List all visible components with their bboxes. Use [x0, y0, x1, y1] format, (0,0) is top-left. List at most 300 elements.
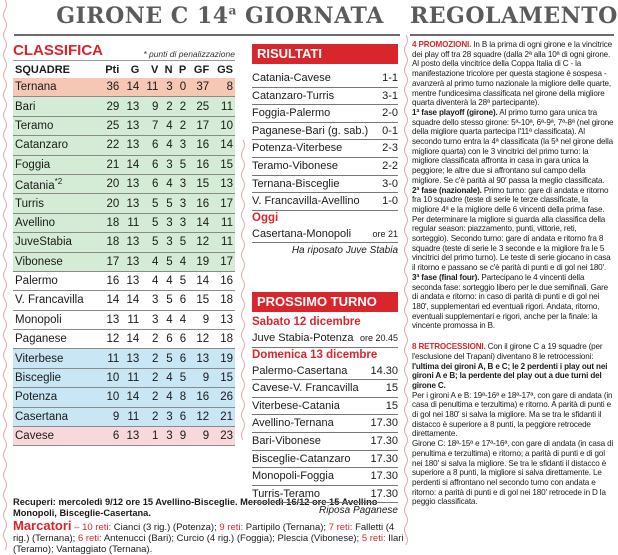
regolamento-title: REGOLAMENTO: [410, 3, 618, 29]
team-name: [13, 116, 100, 135]
match-score: 1-0: [382, 195, 398, 208]
team-label: Viterbese: [15, 352, 64, 365]
match-score: 2-3: [382, 142, 398, 155]
stat-cell: 2: [141, 330, 160, 349]
goals-label: 6 reti:: [77, 533, 102, 544]
stat-cell: 4: [160, 271, 174, 290]
stat-cell: 21: [100, 155, 122, 174]
stat-cell: 3: [160, 233, 174, 252]
fase2-paragraph: [412, 186, 614, 273]
column-header: Pti: [105, 63, 120, 76]
stat-cell: 9: [188, 427, 211, 446]
team-name: [13, 349, 100, 368]
scorers-text: Antenucci (Bari); Curcio (4 rig.) (Foggia); Plescia (Vibonese);: [101, 533, 362, 544]
stat-cell: 5: [160, 291, 174, 310]
prossimo-turno-section: [252, 292, 398, 518]
team-name: [13, 233, 100, 252]
retrocessioni-heading: 8 RETROCESSIONI.: [412, 342, 486, 352]
stat-cell: 3: [141, 291, 160, 310]
stat-cell: 3: [160, 78, 174, 97]
team-label: Monopoli: [15, 313, 62, 326]
fixture-row: [252, 415, 398, 433]
stat-cell: 17: [211, 252, 235, 271]
stat-cell: 25: [188, 97, 211, 116]
stat-cell: 10: [100, 368, 122, 387]
standings-header-row: [13, 61, 235, 78]
stat-cell: 5: [160, 349, 174, 368]
standings-table: [13, 61, 235, 446]
fixture-name: Avellino-Ternana: [252, 417, 334, 430]
stat-cell: 9: [100, 407, 122, 426]
stat-cell: 13: [121, 271, 141, 290]
stat-cell: 16: [188, 136, 211, 155]
stat-cell: 17: [188, 116, 211, 135]
stat-cell: 13: [121, 427, 141, 446]
column-header: GS: [217, 63, 233, 76]
match-score: 3-1: [382, 89, 398, 102]
team-label: Teramo: [15, 119, 54, 132]
stat-cell: 4: [160, 174, 174, 193]
stat-cell: 4: [160, 116, 174, 135]
stat-cell: 8: [175, 388, 189, 407]
standings-row: [13, 252, 235, 271]
retrocessioni-text: Con il girone C a 19 squadre (per l'esclusione del Trapani) diventano 8 le retrocessioni:: [412, 342, 603, 361]
team-name: [13, 407, 100, 426]
stat-cell: 19: [188, 252, 211, 271]
standings-row: [13, 136, 235, 155]
classifica-section: [13, 42, 235, 446]
goals-label: 5 reti:: [361, 533, 386, 544]
scorers-text: Partipilo (Ternana);: [243, 522, 329, 533]
penalty-marker: *2: [54, 176, 63, 186]
standings-body: [13, 78, 235, 446]
stat-cell: 5: [175, 368, 189, 387]
standings-row: [13, 368, 235, 387]
team-label: Foggia: [15, 158, 51, 171]
stat-cell: 4: [160, 368, 174, 387]
stat-cell: 7: [141, 116, 160, 135]
match-score: 1-1: [382, 72, 398, 84]
team-label: Paganese: [15, 333, 67, 346]
team-label: Bisceglie: [15, 372, 62, 385]
standings-row: [13, 271, 235, 290]
promozioni-text: In B la prima di ogni girone e la vincitrice dei play off tra 28 squadre (dalla 2ª alla 10ª di ogni girone. Al posto della vincitrice della Coppa Italia di C - la manifestazione tricolore per questa stagione è sospesa - avanzerà al primo turno nazionale la migliore delle quarte, mentre l'undicesima classificata nel girone della migliore quarta diventerà la 28ª partecipante).: [412, 40, 613, 108]
rest-note: Ha riposato Juve Stabia: [291, 245, 398, 257]
stat-cell: 5: [175, 271, 189, 290]
standings-row: [13, 78, 235, 97]
stat-cell: 6: [160, 330, 174, 349]
stat-cell: 22: [100, 136, 122, 155]
fixture-time: 17.30: [370, 434, 398, 447]
fixture-row: [252, 433, 398, 451]
stat-cell: 2: [141, 407, 160, 426]
stat-cell: 6: [175, 349, 189, 368]
day2-fixtures: [252, 363, 398, 504]
fase1-heading: 1ª fase playoff (girone).: [412, 107, 498, 117]
stat-cell: 18: [100, 233, 122, 252]
fase2-text: Primo turno: gare di andata e ritorno fra 10 squadre (teste di serie le terze classificate, la migliore 4ª e la migliore delle 6 vincenti della prima fase. Per determinare la migliore si guarda alla classifica della regular season: piazzamento, punti, vittorie, reti, sorteggio). Secondo turno: gare di andata e ritorno fra 8 squadre (teste di serie le 3 seconde e la migliore fra le 5 vincitrici del primo turno). Le teste di serie giocano in casa il ritorno e passano se c'è parità di punti e di gol nei 180'.: [412, 185, 611, 273]
title-text-end: GIORNATA: [236, 3, 384, 29]
fixture-time: 14.30: [370, 364, 398, 377]
stat-cell: 11: [121, 213, 141, 232]
scorers-text: Cianci (3 rig.) (Potenza);: [111, 522, 220, 533]
stat-cell: 2: [175, 97, 189, 116]
stat-cell: 13: [211, 310, 235, 329]
team-label: Potenza: [15, 391, 58, 404]
stat-cell: 12: [100, 330, 122, 349]
stat-cell: 16: [188, 194, 211, 213]
stat-cell: 21: [211, 407, 235, 426]
stat-cell: 13: [121, 116, 141, 135]
stat-cell: 15: [211, 368, 235, 387]
stat-cell: 11: [121, 407, 141, 426]
fixture-row: [252, 451, 398, 469]
stat-cell: 29: [100, 97, 122, 116]
stat-cell: 2: [175, 116, 189, 135]
fase3-text: Partecipano le 4 vincenti della seconda fase: sorteggio libero per le due semifinali. Gare di andata e ritorno: in caso di parità di punti e di gol nei 180', supplementari ed eventuali rigori. Andata, ritorno, eventuali supplementari e rigori, anche per la finale: la vincente promossa in B.: [412, 272, 609, 331]
stat-cell: 13: [121, 349, 141, 368]
scorers-text: Falletti (4 rig.) (Ternana);: [13, 522, 395, 544]
match-score: 3-0: [382, 177, 398, 190]
stat-cell: 14: [188, 213, 211, 232]
stat-cell: 16: [188, 155, 211, 174]
team-label: JuveStabia: [15, 236, 72, 249]
goals-label: 9 reti:: [219, 522, 244, 533]
fixture-row: [252, 363, 398, 381]
match-score: 2-0: [382, 107, 398, 120]
stat-cell: 3: [175, 174, 189, 193]
stat-cell: 17: [211, 194, 235, 213]
standings-row: [13, 427, 235, 446]
team-label: Vibonese: [15, 255, 63, 268]
fixture-time: 15: [385, 382, 398, 395]
left-wavy-border: [2, 0, 8, 550]
match-name: Catania-Cavese: [252, 72, 331, 84]
match-name: Potenza-Viterbese: [252, 142, 343, 155]
team-name: [13, 330, 100, 349]
standings-row: [13, 349, 235, 368]
stat-cell: 25: [100, 116, 122, 135]
team-name: [13, 174, 100, 193]
middle-wavy-border: [240, 140, 246, 440]
stat-cell: 10: [100, 388, 122, 407]
stat-cell: 11: [211, 213, 235, 232]
retrocessioni-bold: l'ultima dei gironi A, B e C; le 2 perdenti i play out nei gironi A e B; la perdente del play out a due turni del girone C.: [412, 361, 608, 390]
stat-cell: 12: [188, 233, 211, 252]
stat-cell: 11: [211, 233, 235, 252]
regolamento-text: [412, 40, 614, 507]
standings-row: [13, 97, 235, 116]
stat-cell: 14: [188, 271, 211, 290]
column-header: GF: [193, 63, 210, 76]
stat-cell: 13: [121, 174, 141, 193]
page-title: [40, 3, 400, 29]
team-name: [13, 155, 100, 174]
stat-cell: 16: [100, 271, 122, 290]
today-label: Oggi: [252, 211, 279, 224]
title-superscript: a: [228, 3, 237, 18]
risultati-banner: RISULTATI: [252, 44, 398, 64]
stat-cell: 5: [160, 252, 174, 271]
day1-label: Sabato 12 dicembre: [252, 316, 361, 328]
standings-row: [13, 174, 235, 193]
classifica-header: [13, 42, 235, 61]
team-name: [13, 213, 100, 232]
stat-cell: 12: [188, 330, 211, 349]
next-rest-note: Riposa Paganese: [319, 505, 398, 517]
column-header: V: [151, 63, 159, 76]
stat-cell: 5: [175, 233, 189, 252]
stat-cell: 5: [160, 194, 174, 213]
risultati-section: [252, 44, 398, 258]
standings-row: [13, 407, 235, 426]
stat-cell: 14: [121, 78, 141, 97]
stat-cell: 3: [160, 155, 174, 174]
standings-row: [13, 213, 235, 232]
team-name: [13, 388, 100, 407]
stat-cell: 13: [100, 310, 122, 329]
stat-cell: 6: [141, 174, 160, 193]
result-row: [252, 105, 398, 123]
stat-cell: 4: [160, 388, 174, 407]
day2-label: Domenica 13 dicembre: [252, 348, 378, 361]
result-row: [252, 176, 398, 194]
stat-cell: 0: [175, 78, 189, 97]
fixture-time: ore 20.45: [359, 333, 398, 343]
stat-cell: 18: [100, 213, 122, 232]
stat-cell: 2: [141, 388, 160, 407]
team-label: Casertana: [15, 410, 69, 423]
stat-cell: 4: [141, 252, 160, 271]
stat-cell: 13: [121, 233, 141, 252]
stat-cell: 4: [160, 310, 174, 329]
column-header: SQUADRE: [15, 63, 71, 76]
standings-row: [13, 233, 235, 252]
stat-cell: 14: [121, 388, 141, 407]
stat-cell: 20: [100, 194, 122, 213]
stat-cell: 17: [100, 252, 122, 271]
result-row: [252, 70, 398, 88]
stat-cell: 2: [160, 97, 174, 116]
stat-cell: 13: [121, 136, 141, 155]
fixture-row: [252, 398, 398, 416]
standings-row: [13, 116, 235, 135]
stat-cell: 6: [141, 155, 160, 174]
stat-cell: 37: [188, 78, 211, 97]
penalty-note: * punti di penalizzazione: [143, 49, 235, 59]
gironi-ab-paragraph: Per i gironi A e B: 19ª-16ª e 18ª-17ª, con gare di andata (in casa di penultima e terzultima) e ritorno. A parità di punti e di gol nei 180' si salva la migliore. Ma se tra le sfidanti il distacco è superiore a 8 punti, la peggiore retrocede direttamente.: [412, 390, 613, 439]
fase1-text: Al primo turno gara unica tra squadre dello stesso girone: 5ª-10ª, 6ª-9ª, 7ª-8ª (nel girone della migliore quarta partecipa l'11ª classificata). Al secondo turno entra la 4ª classificata (la 5ª nel girone della migliore quarta) con le 3 vincitrici del primo turno: la migliore classificata affronta in casa in gara unica la peggiore; le altre due si affrontano sul campo della migliore. Se c'è parità al 90' passa la meglio classificata.: [412, 107, 614, 185]
marcatori-dash: –: [71, 522, 83, 533]
fixture-name: Viterbese-Catania: [252, 399, 340, 412]
stat-cell: 23: [211, 427, 235, 446]
retrocessioni-paragraph: [412, 342, 614, 391]
stat-cell: 3: [141, 310, 160, 329]
prossimo-banner: PROSSIMO TURNO: [252, 292, 398, 312]
fixture-name: Cavese-V. Francavilla: [252, 382, 359, 395]
stat-cell: 5: [141, 194, 160, 213]
stat-cell: 14: [121, 330, 141, 349]
stat-cell: 6: [175, 407, 189, 426]
stat-cell: 4: [175, 310, 189, 329]
stat-cell: 3: [175, 194, 189, 213]
fase2-heading: 2ª fase (nazionale).: [412, 185, 482, 195]
stat-cell: 4: [141, 271, 160, 290]
fixture-row: [252, 380, 398, 398]
team-label: Catania: [15, 179, 55, 192]
fixture-time: 17.30: [370, 452, 398, 465]
result-row: [252, 88, 398, 106]
column-header: N: [164, 63, 173, 76]
team-name: [13, 368, 100, 387]
stat-cell: 14: [121, 155, 141, 174]
stat-cell: 3: [160, 427, 174, 446]
stat-cell: 15: [188, 291, 211, 310]
promozioni-paragraph: [412, 40, 614, 108]
team-name: [13, 310, 100, 329]
standings-row: [13, 194, 235, 213]
team-name: [13, 136, 100, 155]
fase3-paragraph: [412, 273, 614, 331]
scorers-text: Ilari (Teramo); Vantaggiato (Ternana).: [13, 533, 404, 555]
stat-cell: 2: [141, 368, 160, 387]
today-time: ore 21: [372, 228, 398, 239]
fixture-name: Palermo-Casertana: [252, 364, 348, 377]
results-list: [252, 70, 398, 211]
stat-cell: 15: [188, 174, 211, 193]
marcatori-title: Marcatori: [13, 518, 72, 533]
fixture-name: Bari-Vibonese: [252, 434, 321, 447]
stat-cell: 11: [211, 97, 235, 116]
team-label: Avellino: [15, 216, 56, 229]
stat-cell: 5: [141, 233, 160, 252]
title-text: GIRONE C 14: [56, 3, 229, 29]
stat-cell: 3: [160, 213, 174, 232]
stat-cell: 13: [121, 252, 141, 271]
stat-cell: 6: [175, 291, 189, 310]
fixture-time: 17.30: [370, 417, 398, 430]
stat-cell: 18: [211, 330, 235, 349]
fixture-time: 17.30: [370, 487, 398, 500]
match-name: Teramo-Vibonese: [252, 159, 339, 172]
regolamento-divider: [410, 34, 614, 36]
team-label: Cavese: [15, 430, 54, 443]
stat-cell: 6: [175, 330, 189, 349]
stat-cell: 20: [100, 174, 122, 193]
stat-cell: 3: [160, 407, 174, 426]
result-row: [252, 193, 398, 211]
day1-fixtures: [252, 330, 398, 348]
stat-cell: 6: [141, 136, 160, 155]
fixture-row: [252, 330, 398, 348]
stat-cell: 16: [211, 271, 235, 290]
match-score: 2-2: [382, 159, 398, 172]
team-label: V. Francavilla: [15, 294, 84, 307]
team-name: [13, 194, 100, 213]
stat-cell: 11: [121, 368, 141, 387]
match-name: Ternana-Bisceglie: [252, 177, 340, 190]
stat-cell: 16: [188, 388, 211, 407]
stat-cell: 3: [175, 136, 189, 155]
today-match: Casertana-Monopoli: [252, 227, 352, 240]
fixture-row: [252, 486, 398, 504]
stat-cell: 4: [160, 136, 174, 155]
match-name: Foggia-Palermo: [252, 107, 331, 120]
match-name: Catanzaro-Turris: [252, 89, 335, 102]
team-name: [13, 427, 100, 446]
stat-cell: 14: [100, 291, 122, 310]
stat-cell: 14: [211, 136, 235, 155]
team-name: [13, 78, 100, 97]
stat-cell: 26: [211, 388, 235, 407]
result-row: [252, 123, 398, 141]
stat-cell: 11: [100, 349, 122, 368]
stat-cell: 36: [100, 78, 122, 97]
column-header: G: [130, 63, 140, 76]
stat-cell: 11: [121, 310, 141, 329]
recuperi-note: Recuperi: mercoledì 9/12 ore 15 Avellino-Bisceglie. Mercoledì 16/12 ore 15 Avellino-Monopoli, Bisceglie-Casertana.: [13, 497, 381, 518]
stat-cell: 2: [141, 349, 160, 368]
stat-cell: 13: [188, 349, 211, 368]
fixture-time: 17.30: [370, 470, 398, 483]
today-match-row: [252, 226, 398, 244]
fase1-paragraph: [412, 108, 614, 186]
stat-cell: 1: [141, 427, 160, 446]
team-name: [13, 97, 100, 116]
team-name: [13, 271, 100, 290]
fixture-name: Turris-Teramo: [252, 487, 321, 500]
standings-row: [13, 310, 235, 329]
stat-cell: 19: [211, 349, 235, 368]
stat-cell: 3: [175, 213, 189, 232]
match-name: V. Francavilla-Avellino: [252, 195, 360, 208]
team-name: [13, 291, 100, 310]
goals-label: 10 reti:: [82, 522, 112, 533]
stat-cell: 4: [175, 252, 189, 271]
standings-row: [13, 291, 235, 310]
right-wavy-border: [403, 35, 409, 547]
goals-label: 7 reti:: [328, 522, 353, 533]
stat-cell: 18: [211, 291, 235, 310]
team-label: Palermo: [15, 275, 58, 288]
fixture-time: 15: [385, 399, 398, 412]
promozioni-heading: 4 PROMOZIONI.: [412, 40, 472, 49]
fixture-name: Monopoli-Foggia: [252, 470, 334, 483]
match-name: Paganese-Bari (g. sab.): [252, 124, 369, 137]
stat-cell: 13: [211, 174, 235, 193]
stat-cell: 5: [141, 213, 160, 232]
stat-cell: 13: [121, 97, 141, 116]
fase3-heading: 3ª fase (final four).: [412, 272, 480, 282]
fixture-row: [252, 468, 398, 486]
team-label: Bari: [15, 100, 36, 113]
standings-row: [13, 155, 235, 174]
column-header: P: [178, 63, 187, 76]
girone-c-paragraph: Girone C: 18ª-15ª e 17ª-16ª, con gare di andata (in casa di penultima e terzultima) e ritorno; a parità di punti e di gol nei 180' si salva la migliore. Se tra le sfidanti il distacco è superiore a 8 punti, la migliore si salva direttamente. Le perdenti si affrontano nel secondo turno con andata e ritorno: a parità di punti e di gol nei 180' retrocede in D la peggio classificata.: [412, 439, 614, 507]
team-name: [13, 252, 100, 271]
classifica-title: CLASSIFICA: [13, 42, 103, 59]
stat-cell: 15: [211, 155, 235, 174]
team-label: Ternana: [15, 81, 57, 94]
stat-cell: 12: [188, 407, 211, 426]
stat-cell: 11: [141, 78, 160, 97]
fixture-name: Juve Stabia-Potenza: [252, 332, 354, 344]
stat-cell: 13: [121, 194, 141, 213]
stat-cell: 9: [188, 310, 211, 329]
stat-cell: 6: [100, 427, 122, 446]
match-score: 0-1: [382, 124, 398, 137]
fixture-name: Bisceglie-Catanzaro: [252, 452, 351, 465]
